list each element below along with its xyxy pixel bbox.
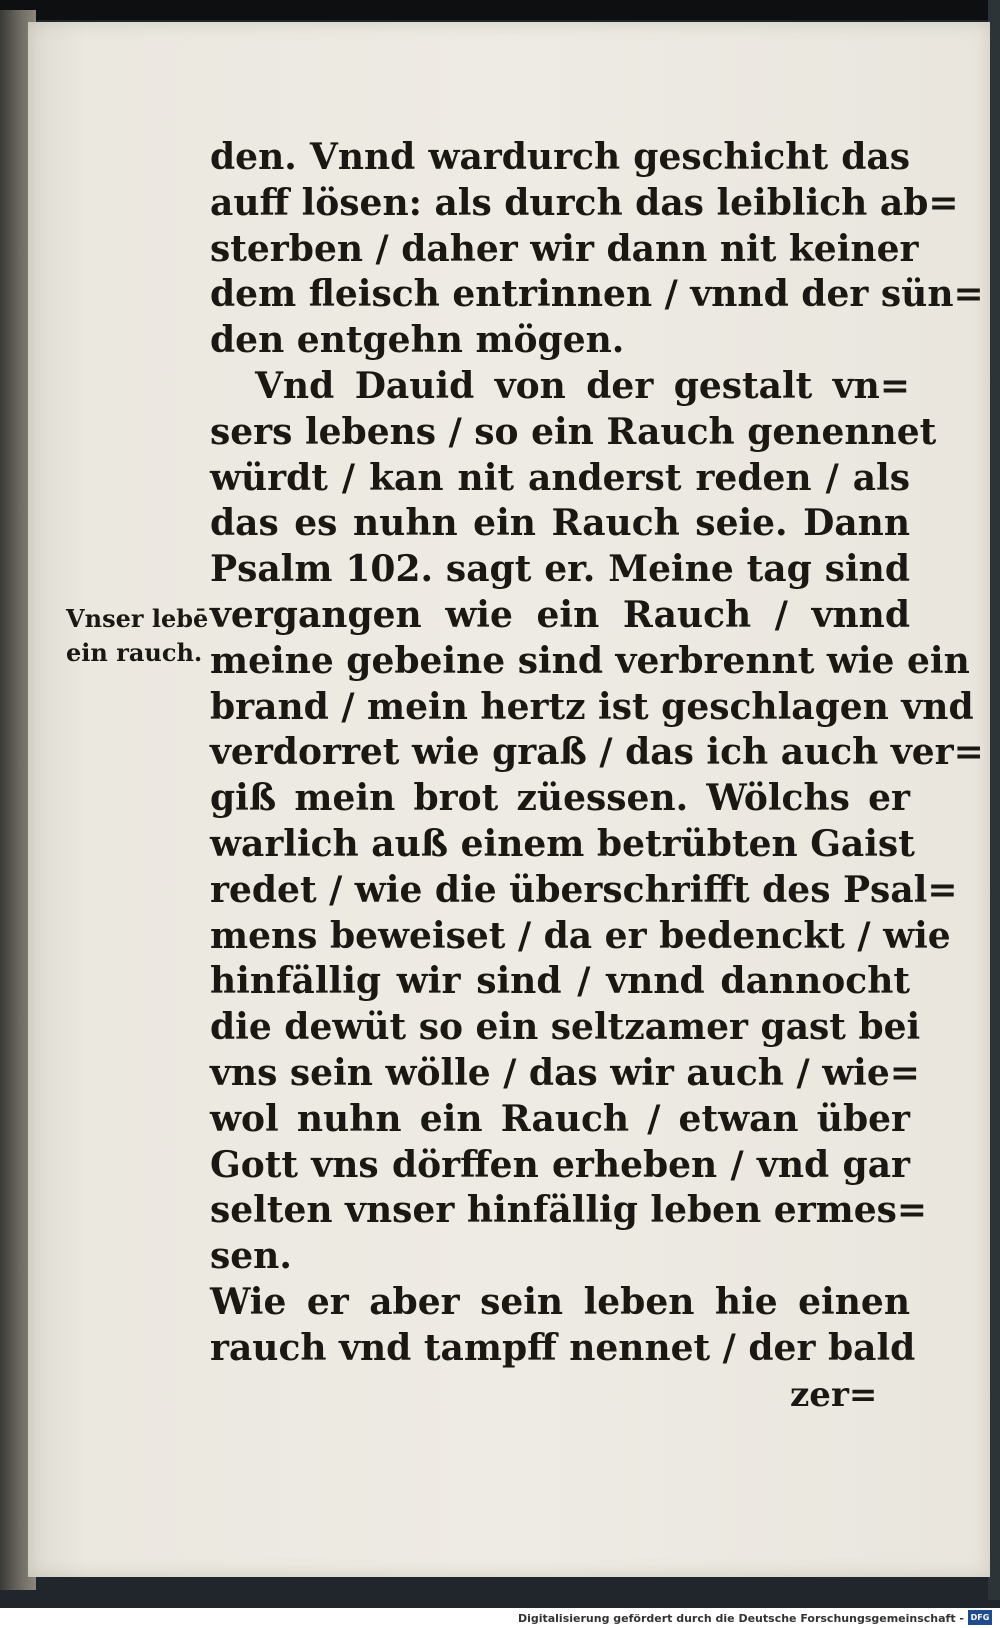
text-line: wol nuhn ein Rauch / etwan über xyxy=(210,1097,910,1140)
text-line: sers lebens / so ein Rauch genennet xyxy=(210,410,937,453)
text-line: würdt / kan nit anderst reden / als xyxy=(210,456,910,499)
text-line: giß mein brot züessen. Wölchs er xyxy=(210,777,910,820)
text-line: den entgehn mögen. xyxy=(210,319,625,362)
text-line: hinfällig wir sind / vnnd dannocht xyxy=(210,960,910,1003)
text-line: meine gebeine sind verbrennt wie ein xyxy=(210,639,970,682)
text-line: sterben / daher wir dann nit keiner xyxy=(210,227,919,270)
marginal-note xyxy=(66,602,208,670)
text-line: Psalm 102. sagt er. Meine tag sind xyxy=(210,548,910,591)
text-line: dem fleisch entrinnen / vnnd der sün= xyxy=(210,273,984,316)
text-line: auff lösen: als durch das leiblich ab= xyxy=(210,181,959,224)
dfg-logo: DFG xyxy=(968,1610,992,1625)
marginal-note-line: Vnser lebē xyxy=(66,604,209,633)
text-line: das es nuhn ein Rauch seie. Dann xyxy=(210,502,910,545)
text-line: warlich auß einem betrübten Gaist xyxy=(210,822,915,865)
text-line: Vnd Dauid von der gestalt vn= xyxy=(255,364,910,407)
scanner-top-edge xyxy=(0,0,1000,20)
text-line: selten vnser hinfällig leben ermes= xyxy=(210,1189,928,1232)
text-line: Gott vns dörffen erheben / vnd gar xyxy=(210,1143,910,1186)
text-line: Wie er aber sein leben hie einen xyxy=(210,1280,910,1323)
text-line: vns sein wölle / das wir auch / wie= xyxy=(210,1051,920,1094)
text-line: brand / mein hertz ist geschlagen vnd xyxy=(210,685,974,728)
text-line: vergangen wie ein Rauch / vnnd xyxy=(210,593,910,636)
text-line: den. Vnnd wardurch geschicht das xyxy=(210,136,910,178)
marginal-note-line: ein rauch. xyxy=(66,638,203,667)
text-line: redet / wie die überschrifft des Psal= xyxy=(210,868,958,911)
catchword: zer= xyxy=(790,1375,878,1415)
funding-credit: Digitalisierung gefördert durch die Deutsche Forschungsgemeinschaft - xyxy=(517,1612,964,1625)
text-line: verdorret wie graß / das ich auch ver= xyxy=(210,731,984,774)
text-line: rauch vnd tampff nennet / der bald xyxy=(210,1326,916,1369)
page-body-text xyxy=(210,135,984,1372)
text-line: mens beweiset / da er bedenckt / wie xyxy=(210,914,951,957)
text-line: die dewüt so ein seltzamer gast bei xyxy=(210,1006,921,1049)
text-line: sen. xyxy=(210,1235,292,1278)
